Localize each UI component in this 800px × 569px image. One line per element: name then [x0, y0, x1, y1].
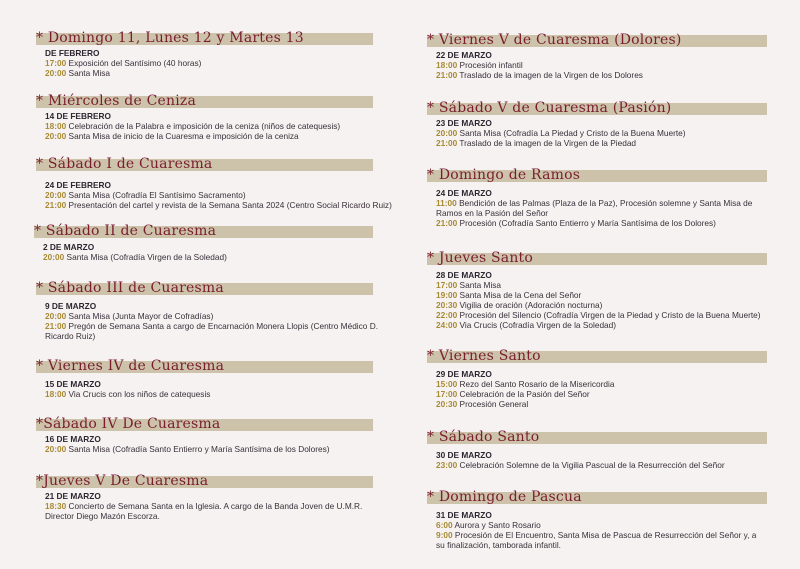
event-text: Vigilia de oración (Adoración nocturna) — [459, 300, 603, 310]
event-text: Aurora y Santo Rosario — [454, 520, 541, 530]
event-text: Santa Misa — [68, 68, 111, 78]
date: 22 DE MARZO — [436, 50, 492, 60]
event-time: 18:00 — [45, 389, 67, 399]
event-text: Santa Misa de la Cena del Señor — [459, 290, 582, 300]
section-domingo-ramos — [427, 168, 766, 228]
event-time: 9:00 — [436, 530, 453, 540]
date: 14 DE FEBRERO — [45, 111, 111, 121]
event-time: 21:00 — [436, 70, 458, 80]
event-text: Celebración de la Pasión del Señor — [459, 389, 590, 399]
event-time: 20:00 — [45, 190, 67, 200]
event-text: Santa Misa (Junta Mayor de Cofradías) — [68, 311, 214, 321]
event-time: 20:30 — [436, 300, 458, 310]
event-text: Procesión (Cofradía Santo Entierro y María Santísima de los Dolores) — [459, 218, 716, 228]
event-text: Concierto de Semana Santa en la Iglesia. A cargo de la Banda Joven de U.M.R. Director Diego Mazón Escorza. — [45, 501, 363, 521]
event-time: 17:00 — [436, 280, 458, 290]
event-time: 23:00 — [436, 460, 458, 470]
event-time: 20:00 — [45, 311, 67, 321]
section-jueves-santo — [427, 251, 766, 330]
event-text: Santa Misa (Cofradía Santo Entierro y María Santísima de los Dolores) — [68, 444, 330, 454]
section-sabado-4 — [36, 417, 380, 454]
event-time: 20:00 — [436, 128, 458, 138]
event-text: Traslado de la imagen de la Virgen de la Piedad — [459, 138, 637, 148]
event-time: 20:00 — [43, 252, 65, 262]
section-title: * Domingo 11, Lunes 12 y Martes 13 — [36, 30, 304, 46]
event-time: 20:00 — [45, 68, 67, 78]
section-title: * Sábado II de Cuaresma — [34, 223, 217, 239]
event-time: 21:00 — [45, 200, 67, 210]
section-sabado-2 — [34, 224, 378, 262]
section-sabado-5-pasion — [427, 101, 766, 148]
event-text: Procesión del Silencio (Cofradía Virgen de la Piedad y Cristo de la Buena Muerte) — [459, 310, 761, 320]
event-text: Santa Misa (Cofradía Virgen de la Soledad) — [66, 252, 227, 262]
event-text: Santa Misa — [459, 280, 502, 290]
section-sabado-1 — [36, 156, 392, 210]
event-text: Traslado de la imagen de la Virgen de los Dolores — [459, 70, 643, 80]
event-time: 6:00 — [436, 520, 453, 530]
event-text: Exposición del Santísimo (40 horas) — [68, 58, 202, 68]
section-sabado-santo — [427, 430, 766, 470]
section-title: * Viernes IV de Cuaresma — [36, 358, 225, 374]
event-text: Celebración Solemne de la Vigilia Pascual de la Resurrección del Señor — [459, 460, 725, 470]
section-title: * Sábado V de Cuaresma (Pasión) — [427, 100, 672, 116]
date: 23 DE MARZO — [436, 118, 492, 128]
event-time: 18:30 — [45, 501, 67, 511]
section-title: * Viernes Santo — [427, 348, 541, 364]
section-title: *Jueves V De Cuaresma — [36, 473, 209, 489]
event-text: Procesión General — [459, 399, 529, 409]
event-time: 21:00 — [436, 218, 458, 228]
event-time: 19:00 — [436, 290, 458, 300]
section-title: * Miércoles de Ceniza — [36, 93, 197, 109]
event-text: Via Crucis (Cofradía Virgen de la Soledad) — [459, 320, 617, 330]
section-title: * Jueves Santo — [427, 250, 534, 266]
event-text: Rezo del Santo Rosario de la Misericordia — [459, 379, 615, 389]
section-jueves-5 — [36, 474, 380, 521]
section-title: * Domingo de Pascua — [427, 489, 582, 505]
section-title: * Viernes V de Cuaresma (Dolores) — [427, 32, 682, 48]
section-title: *Sábado IV De Cuaresma — [36, 416, 221, 432]
section-miercoles-ceniza — [36, 94, 380, 141]
event-text: Santa Misa (Cofradía La Piedad y Cristo de la Buena Muerte) — [459, 128, 686, 138]
date: 28 DE MARZO — [436, 270, 492, 280]
section-title: * Sábado I de Cuaresma — [36, 156, 213, 172]
date: 24 DE MARZO — [436, 188, 492, 198]
section-title: * Sábado Santo — [427, 429, 540, 445]
event-time: 21:00 — [436, 138, 458, 148]
event-time: 11:00 — [436, 198, 457, 208]
section-viernes-4 — [36, 359, 380, 399]
section-domingo-pascua — [427, 490, 766, 550]
event-text: Via Crucis con los niños de catequesis — [68, 389, 211, 399]
event-time: 20:30 — [436, 399, 458, 409]
event-text: Pregón de Semana Santa a cargo de Encarnación Monera Llopis (Centro Médico D. Ricardo Ruiz) — [45, 321, 379, 341]
section-viernes-5-dolores — [427, 33, 766, 80]
event-text: Celebración de la Palabra e imposición de la ceniza (niños de catequesis) — [68, 121, 341, 131]
date: 21 DE MARZO — [45, 491, 101, 501]
date: 31 DE MARZO — [436, 510, 492, 520]
date: 30 DE MARZO — [436, 450, 492, 460]
event-time: 17:00 — [45, 58, 67, 68]
event-time: 18:00 — [436, 60, 458, 70]
event-time: 21:00 — [45, 321, 67, 331]
date: 29 DE MARZO — [436, 369, 492, 379]
date: 15 DE MARZO — [45, 379, 101, 389]
event-time: 22:00 — [436, 310, 458, 320]
event-text: Bendición de las Palmas (Plaza de la Paz), Procesión solemne y Santa Misa de Ramos en la Pasión del Señor — [436, 198, 753, 218]
event-time: 20:00 — [45, 444, 67, 454]
event-time: 15:00 — [436, 379, 458, 389]
date: 9 DE MARZO — [45, 301, 97, 311]
event-text: Procesión de El Encuentro, Santa Misa de Pascua de Resurrección del Señor y, a su finalización, tamborada infantil. — [436, 530, 757, 550]
section-viernes-santo — [427, 349, 766, 409]
event-text: Santa Misa de inicio de la Cuaresma e imposición de la ceniza — [68, 131, 299, 141]
date: 24 DE FEBRERO — [45, 180, 111, 190]
event-time: 18:00 — [45, 121, 67, 131]
event-text: Presentación del cartel y revista de la Semana Santa 2024 (Centro Social Ricardo Ruiz) — [68, 200, 392, 210]
section-title: * Domingo de Ramos — [427, 167, 581, 183]
event-text: Santa Misa (Cofradía El Santísimo Sacramento) — [68, 190, 246, 200]
section-domingo-11 — [36, 31, 380, 78]
event-time: 17:00 — [436, 389, 458, 399]
event-time: 24:00 — [436, 320, 458, 330]
date: 16 DE MARZO — [45, 434, 101, 444]
event-text: Procesión infantil — [459, 60, 523, 70]
event-time: 20:00 — [45, 131, 67, 141]
date: 2 DE MARZO — [43, 242, 95, 252]
date: DE FEBRERO — [45, 48, 100, 58]
section-sabado-3 — [36, 281, 380, 341]
section-title: * Sábado III de Cuaresma — [36, 280, 224, 296]
